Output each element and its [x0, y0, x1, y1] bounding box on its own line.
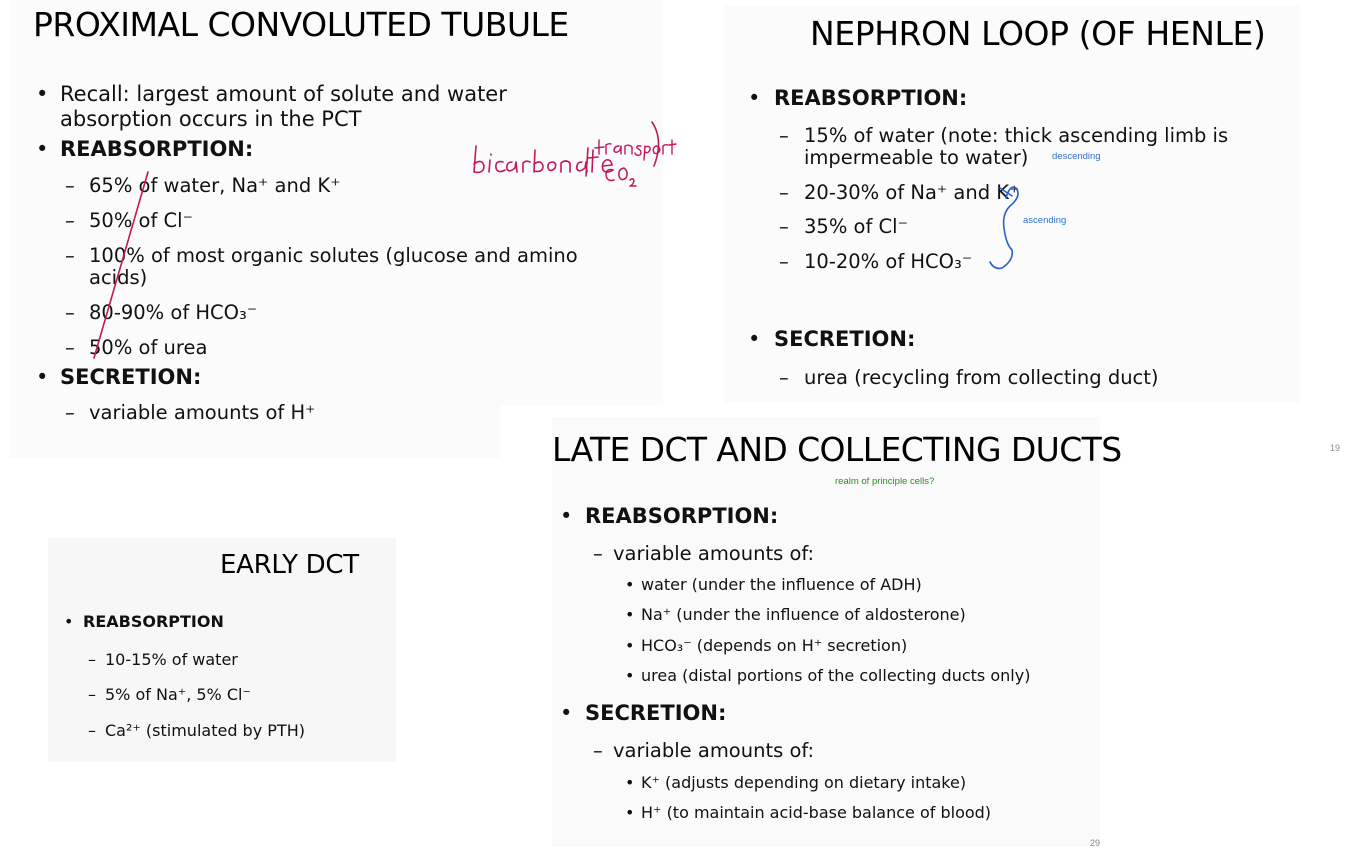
dash-marker: – [779, 366, 789, 389]
dash-marker: – [779, 124, 789, 147]
annotation-ascending: ascending [1023, 215, 1067, 226]
section-heading: REABSORPTION: [60, 137, 254, 161]
slide-title: NEPHRON LOOP (OF HENLE) [810, 14, 1266, 53]
bullet-marker: • [748, 327, 761, 351]
dash-marker: – [65, 336, 75, 359]
line-text: water (under the influence of ADH) [641, 575, 922, 594]
line-text: variable amounts of: [613, 739, 815, 762]
dash-marker: – [88, 650, 96, 669]
sub-bullet-marker: • [625, 636, 635, 655]
line-text: HCO₃⁻ (depends on H⁺ secretion) [641, 636, 908, 655]
bullet-marker: • [64, 612, 74, 631]
line-text: 50% of urea [89, 336, 208, 359]
dash-marker: – [65, 209, 75, 232]
slide-nephron-loop [724, 5, 1300, 403]
line-text: Recall: largest amount of solute and water [60, 82, 507, 106]
line-text: urea (distal portions of the collecting ducts only) [641, 666, 1031, 685]
sub-bullet-marker: • [625, 605, 635, 624]
bullet-marker: • [36, 137, 49, 161]
line-text: impermeable to water) [804, 146, 1029, 169]
bullet-marker: • [748, 86, 761, 110]
line-text: K⁺ (adjusts depending on dietary intake) [641, 773, 967, 792]
section-heading: REABSORPTION: [585, 504, 779, 528]
page-number: 29 [1090, 838, 1101, 848]
dash-marker: – [65, 174, 75, 197]
dash-marker: – [779, 215, 789, 238]
line-text: variable amounts of H⁺ [89, 401, 316, 424]
sub-bullet-marker: • [625, 803, 635, 822]
dash-marker: – [779, 250, 789, 273]
line-text: 5% of Na⁺, 5% Cl⁻ [105, 685, 251, 704]
dash-marker: – [593, 542, 603, 565]
slide-early-dct [48, 538, 396, 762]
annotation-principle-cells: realm of principle cells? [835, 476, 935, 487]
dash-marker: – [779, 181, 789, 204]
slide-title: PROXIMAL CONVOLUTED TUBULE [33, 5, 569, 44]
slide-title: EARLY DCT [220, 550, 359, 580]
sub-bullet-marker: • [625, 575, 635, 594]
section-heading: REABSORPTION: [774, 86, 968, 110]
dash-marker: – [65, 301, 75, 324]
annotation-descending: descending [1052, 151, 1101, 162]
section-heading: SECRETION: [60, 365, 202, 389]
section-heading: REABSORPTION [83, 612, 224, 631]
slide-title: LATE DCT AND COLLECTING DUCTS [552, 430, 1122, 469]
bullet-marker: • [36, 82, 49, 106]
line-text: 80-90% of HCO₃⁻ [89, 301, 258, 324]
page-number: 19 [1330, 443, 1341, 453]
dash-marker: – [88, 685, 96, 704]
line-text: 100% of most organic solutes (glucose and amino [89, 244, 578, 267]
line-text: variable amounts of: [613, 542, 815, 565]
line-text: Ca²⁺ (stimulated by PTH) [105, 721, 305, 740]
line-text: 50% of Cl⁻ [89, 209, 193, 232]
line-text: 15% of water (note: thick ascending limb is [804, 124, 1229, 147]
dash-marker: – [65, 401, 75, 424]
line-text: 10-20% of HCO₃⁻ [804, 250, 973, 273]
line-text: 35% of Cl⁻ [804, 215, 908, 238]
bullet-marker: • [560, 504, 573, 528]
sub-bullet-marker: • [625, 666, 635, 685]
bullet-marker: • [560, 701, 573, 725]
section-heading: SECRETION: [774, 327, 916, 351]
line-text: urea (recycling from collecting duct) [804, 366, 1159, 389]
section-heading: SECRETION: [585, 701, 727, 725]
bullet-marker: • [36, 365, 49, 389]
dash-marker: – [88, 721, 96, 740]
line-text: 20-30% of Na⁺ and K⁺ [804, 181, 1020, 204]
line-text: H⁺ (to maintain acid-base balance of blood) [641, 803, 992, 822]
line-text: 10-15% of water [105, 650, 238, 669]
line-text: acids) [89, 266, 148, 289]
dash-marker: – [65, 244, 75, 267]
line-text: 65% of water, Na⁺ and K⁺ [89, 174, 341, 197]
slide-proximal-convoluted-tubule [10, 0, 663, 458]
line-text: absorption occurs in the PCT [60, 107, 362, 131]
bullet-line [36, 82, 48, 106]
line-text: Na⁺ (under the influence of aldosterone) [641, 605, 966, 624]
slide-late-dct-collecting-ducts [500, 405, 1350, 852]
sub-bullet-marker: • [625, 773, 635, 792]
dash-marker: – [593, 739, 603, 762]
